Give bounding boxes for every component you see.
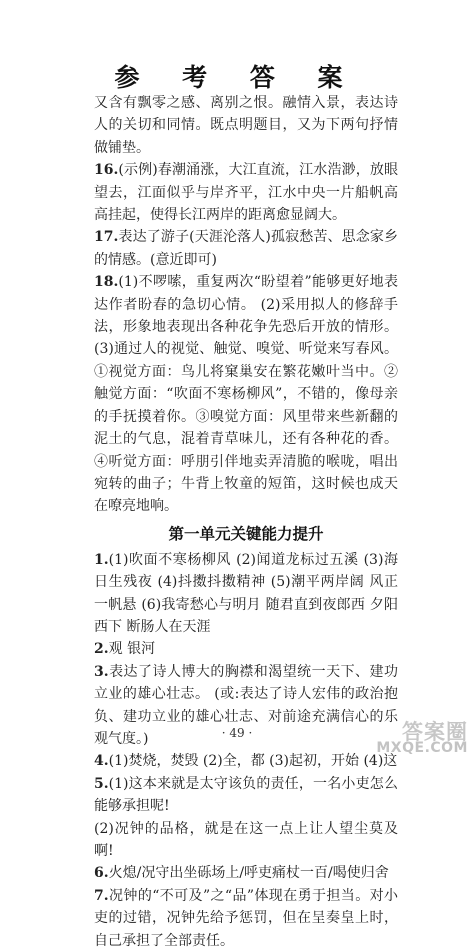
answer-4: 4.(1)焚烧，焚毁 (2)全，都 (3)起初，开始 (4)这 [94,753,398,770]
answer-16: 16.(示例)春潮涌涨，大江直流，江水浩渺，放眼望去，江面似乎与岸齐平，江水中央一片船帆高高挂起，使得长江两岸的距离愈显阔大。 [94,162,398,224]
watermark-top-text: 答案圈 [402,720,468,744]
question-number: 16. [94,162,119,179]
question-number: 18. [94,274,119,291]
question-number: 4. [94,753,109,770]
answer-17: 17.表达了游子(天涯沦落人)孤寂愁苦、思念家乡的情感。(意近即可) [94,229,398,268]
page-number: · 49 · [221,726,253,740]
answer-5: 5.(1)这本来就是太守该负的责任，一名小吏怎么能够承担呢! [94,775,398,815]
answer-continuation: 又含有飘零之感、离别之恨。融情入景，表达诗人的关切和同情。既点明题目，又为下两句抒情做铺垫。 [94,95,398,156]
question-number: 6. [94,865,109,882]
answer-content [94,92,398,952]
answer-3: 3.表达了诗人博大的胸襟和渴望统一天下、建功立业的雄心壮志。 (或:表达了诗人宏伟的政治抱负、建功立业的雄心壮志、对前途充满信心的乐观气度。) [94,663,398,747]
question-number: 2. [94,641,109,658]
question-number: 7. [94,887,109,904]
answer-6: 6.火熄/况守出坐砾场上/呼吏痛杖一百/喝使归舍 [94,865,389,882]
question-number: 5. [94,775,109,792]
answer-18: 18.(1)不啰嗦，重复两次“盼望着”能够更好地表达作者盼春的急切心情。 (2)采用拟人的修辞手法，形象地表现出各种花争先恐后开放的情形。 (3)通过人的视觉、触觉、嗅觉、听觉来写春风。①视觉方面：鸟儿将窠巢安在繁花嫩叶当中。②触觉方面：“吹面不寒杨柳风”，不错的，像母亲的手抚摸着你。③嗅觉方面：风里带来些新翻的泥土的气息，混着青草味儿，还有各种花的香。④听觉方面：呼朋引伴地卖弄清脆的喉咙，唱出宛转的曲子；牛背上牧童的短笛，这时候也成天在嘹亮地响。 [94,274,398,515]
page-title: 参 考 答 案 [114,63,360,92]
question-number: 17. [94,229,119,246]
watermark-bottom-text: MXQE.COM [376,740,468,756]
section-heading: 第一单元关键能力提升 [168,524,324,543]
answer-1: 1.(1)吹面不寒杨柳风 (2)闻道龙标过五溪 (3)海日生残夜 (4)抖擞抖擞精神 (5)潮平两岸阔 风正一帆悬 (6)我寄愁心与明月 随君直到夜郎西 夕阳西下 断肠人在天涯 [94,551,398,635]
answer-5-part2: (2)况钟的品格，就是在这一点上让人望尘莫及啊! [94,820,398,859]
answer-2: 2.观 银河 [94,641,156,658]
site-watermark [376,716,472,756]
question-number: 1. [94,551,109,568]
answer-7: 7.况钟的“不可及”之“品”体现在勇于担当。对小吏的过错，况钟先给予惩罚，但在呈奏皇上时，自己承担了全部责任。 [94,887,398,949]
question-number: 3. [94,663,109,680]
